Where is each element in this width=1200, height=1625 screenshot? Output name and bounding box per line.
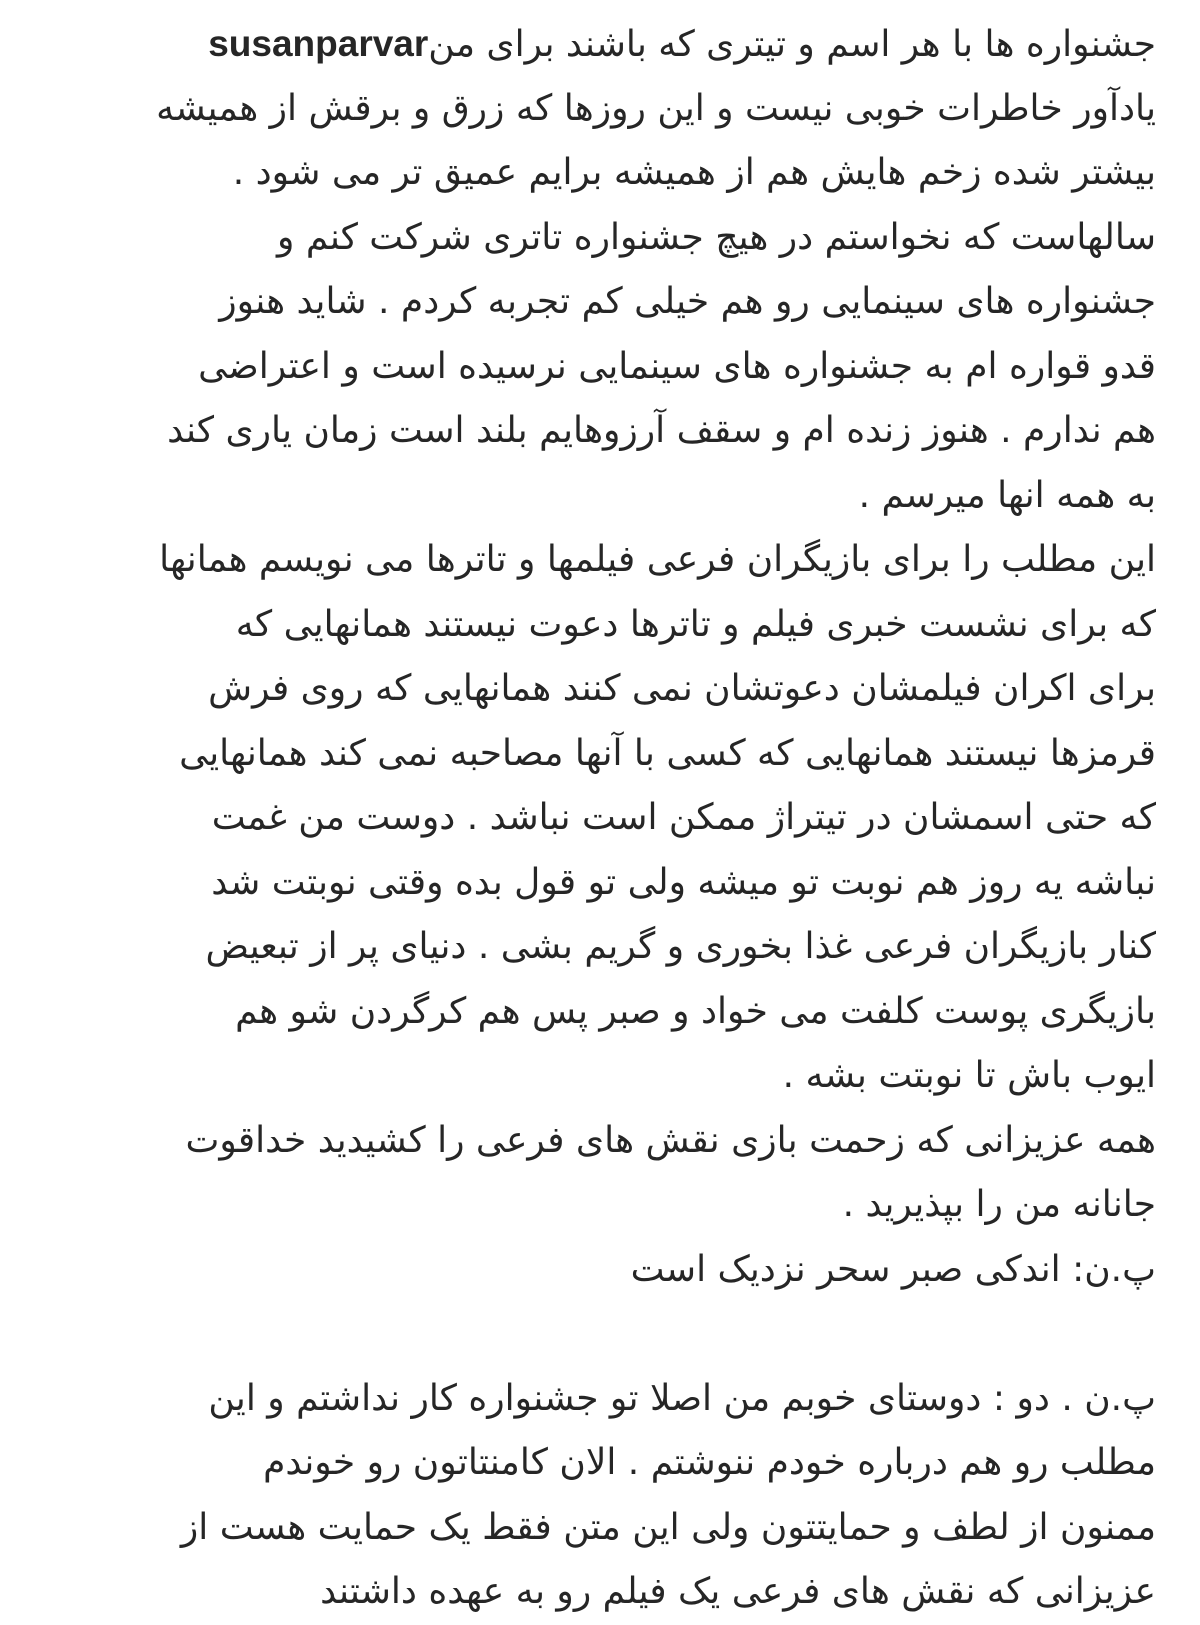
- caption-line: که برای نشست خبری فیلم و تاترها دعوت نیستند همانهایی که: [235, 603, 1156, 645]
- caption-line: این مطلب را برای بازیگران فرعی فیلمها و تاترها می نویسم همانها: [159, 539, 1156, 580]
- postscript-line: پ.ن . دو : دوستای خوبم من اصلا تو جشنواره کار نداشتم و این: [208, 1377, 1156, 1419]
- caption-line: که حتی اسمشان در تیتراژ ممکن است نباشد . دوست من غمت: [211, 797, 1156, 838]
- postscript-line: عزیزانی که نقش های فرعی یک فیلم رو به عهده داشتند: [320, 1571, 1156, 1612]
- caption-line: بیشتر شده زخم هایش هم از همیشه برایم عمیق تر می شود .: [232, 152, 1156, 193]
- caption-line: سالهاست که نخواستم در هیچ جشنواره تاتری شرکت کنم و: [277, 216, 1156, 258]
- caption-text: [44, 12, 1156, 1302]
- caption-line: ایوب باش تا نوبتت بشه .: [782, 1055, 1156, 1096]
- caption-line: یادآور خاطرات خوبی نیست و این روزها که زرق و برقش از همیشه: [156, 87, 1156, 129]
- username-link[interactable]: susanparvar: [208, 23, 429, 64]
- paragraph-spacer: [44, 1302, 1156, 1367]
- postscript-line: ممنون از لطف و حمایتتون ولی این متن فقط یک حمایت هست از: [180, 1506, 1156, 1548]
- caption-line: همه عزیزانی که زحمت بازی نقش های فرعی را کشیدید خداقوت: [185, 1119, 1156, 1161]
- caption-line: قدو قواره ام به جشنواره های سینمایی نرسیده است و اعتراضی: [198, 345, 1156, 387]
- caption-line: [44, 12, 1156, 77]
- caption-line: نباشه یه روز هم نوبت تو میشه ولی تو قول بده وقتی نوبتت شد: [211, 861, 1156, 903]
- caption-line: به همه انها میرسم .: [858, 474, 1156, 516]
- caption-line: قرمزها نیستند همانهایی که کسی با آنها مصاحبه نمی کند همانهایی: [179, 732, 1156, 774]
- caption-line: جانانه من را بپذیرید .: [842, 1184, 1156, 1225]
- postscript-line: مطلب رو هم درباره خودم ننوشتم . الان کامنتاتون رو خوندم: [263, 1442, 1156, 1483]
- caption-line: برای اکران فیلمشان دعوتشان نمی کنند همانهایی که روی فرش: [208, 668, 1156, 709]
- postscript-text: [44, 1367, 1156, 1625]
- caption-line: هم ندارم . هنوز زنده ام و سقف آرزوهایم بلند است زمان یاری کند: [167, 410, 1156, 451]
- caption-line: کنار بازیگران فرعی غذا بخوری و گریم بشی . دنیای پر از تبعیض: [205, 926, 1156, 967]
- caption-line: بازیگری پوست کلفت می خواد و صبر پس هم کرگردن شو هم: [235, 990, 1156, 1032]
- caption-line: جشنواره های سینمایی رو هم خیلی کم تجربه کردم . شاید هنوز: [219, 281, 1156, 322]
- caption-line: پ.ن: اندکی صبر سحر نزدیک است: [630, 1248, 1156, 1290]
- caption-line-text: جشنواره ها با هر اسم و تیتری که باشند برای من: [428, 24, 1156, 65]
